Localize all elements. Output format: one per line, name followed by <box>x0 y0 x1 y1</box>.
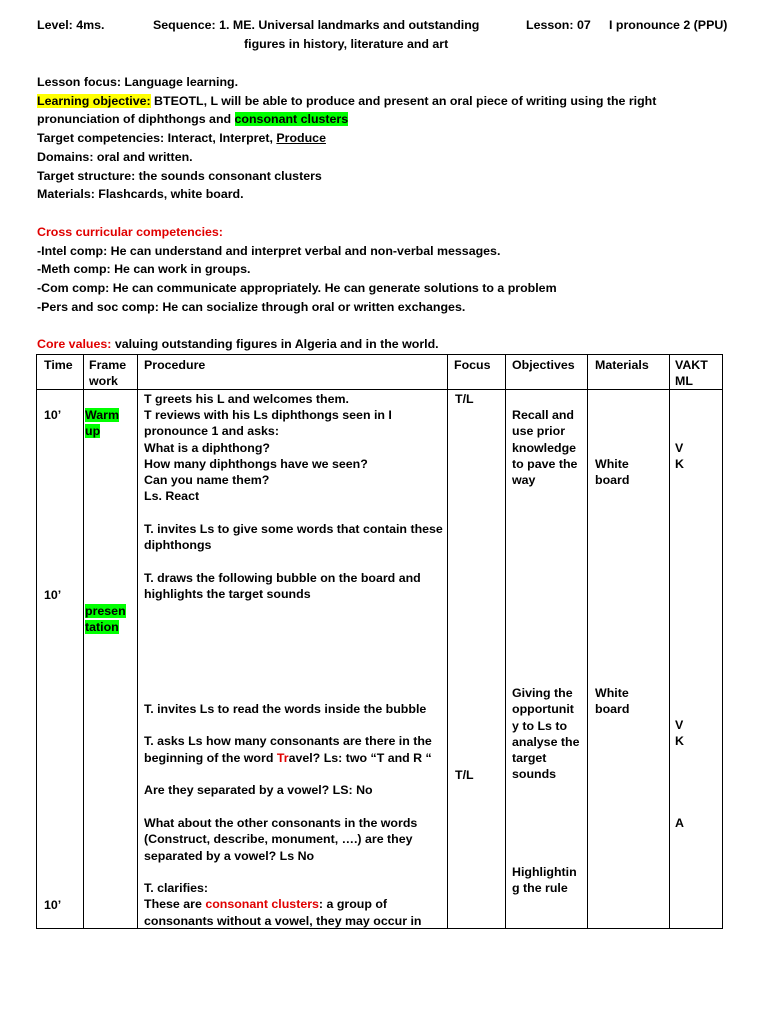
learning-objective-line-2 <box>37 110 656 129</box>
cross-item: -Meth comp: He can work in groups. <box>37 262 251 277</box>
lesson-plan-table <box>36 354 723 929</box>
cross-item: -Com comp: He can communicate appropriately. He can generate solutions to a problem <box>37 281 557 296</box>
cross-heading: Cross curricular competencies: <box>37 225 223 239</box>
objective-highlight-rule: Highlightin g the rule <box>512 865 577 896</box>
cross-item: -Intel comp: He can understand and interpret verbal and non-verbal messages. <box>37 243 501 258</box>
lesson-focus: Lesson focus: Language learning. <box>37 75 239 89</box>
procedure-line: separated by a vowel? Ls No <box>144 849 315 863</box>
target-structure: Target structure: the sounds consonant clusters <box>37 168 322 183</box>
time-value: 10’ <box>44 408 62 422</box>
time-cell <box>37 390 84 929</box>
objective-line2-text: pronunciation of diphthongs and <box>37 112 235 127</box>
lesson-title: I pronounce 2 (PPU) <box>609 18 728 32</box>
competencies-underlined: Produce <box>276 131 326 146</box>
procedure-line: pronounce 1 and asks: <box>144 424 279 438</box>
procedure-line: beginning of the word Travel? Ls: two “T and R “ <box>144 751 432 765</box>
lesson-intro <box>37 73 656 204</box>
objective-text: BTEOTL, L will be able to produce and present an oral piece of writing using the right <box>150 93 657 108</box>
procedure-line: T. invites Ls to give some words that contain these <box>144 522 443 536</box>
procedure-line: What about the other consonants in the words <box>144 816 418 830</box>
material-white-board: White board <box>595 457 630 488</box>
core-values-label: Core values: <box>37 337 112 351</box>
procedure-line: How many diphthongs have we seen? <box>144 457 368 471</box>
procedure-line: Ls. React <box>144 489 200 503</box>
procedure-cell <box>138 390 448 929</box>
header-procedure: Procedure <box>138 355 448 390</box>
procedure-line: Can you name them? <box>144 473 270 487</box>
vakt-value: V <box>675 718 684 732</box>
time-value: 10’ <box>44 588 62 602</box>
focus-value: T/L <box>455 768 474 782</box>
framework-presentation: presen tation <box>85 604 126 635</box>
objective-recall: Recall and use prior knowledge to pave the way <box>512 408 578 488</box>
framework-warm-up: Warm up <box>85 408 119 439</box>
vakt-value: K <box>675 734 684 748</box>
objective-label: Learning objective: <box>37 93 151 108</box>
procedure-line: T. asks Ls how many consonants are there in the <box>144 734 432 748</box>
procedure-line: T greets his L and welcomes them. <box>144 392 349 406</box>
header-vakt: VAKT ML <box>670 355 723 390</box>
materials-line: Materials: Flashcards, white board. <box>37 187 244 202</box>
vakt-value: K <box>675 457 684 471</box>
procedure-line: diphthongs <box>144 538 212 552</box>
header-focus: Focus <box>448 355 506 390</box>
procedure-line: T. draws the following bubble on the board and <box>144 571 421 585</box>
objectives-cell <box>506 390 588 929</box>
header-materials: Materials <box>588 355 670 390</box>
framework-cell <box>84 390 138 929</box>
procedure-line: (Construct, describe, monument, ….) are they <box>144 832 413 846</box>
objective-highlight: consonant clusters <box>234 112 349 127</box>
table-header-row <box>37 355 723 390</box>
vakt-value: A <box>675 816 684 830</box>
header-framework: Frame work <box>84 355 138 390</box>
time-value: 10’ <box>44 898 62 912</box>
vakt-value: V <box>675 441 684 455</box>
cross-item: -Pers and soc comp: He can socialize through oral or written exchanges. <box>37 299 466 314</box>
target-competencies <box>37 129 656 148</box>
cross-curricular <box>37 223 557 317</box>
sequence-line-2: figures in history, literature and art <box>244 37 449 51</box>
material-white-board: White board <box>595 686 630 717</box>
lesson-number: Lesson: 07 <box>526 18 591 32</box>
procedure-line: T reviews with his Ls diphthongs seen in I <box>144 408 392 422</box>
procedure-line: T. invites Ls to read the words inside the bubble <box>144 702 427 716</box>
table-row <box>37 390 723 929</box>
header-objectives: Objectives <box>506 355 588 390</box>
level-label: Level: 4ms. <box>37 18 105 32</box>
focus-cell <box>448 390 506 929</box>
objective-analyse: Giving the opportunit y to Ls to analyse the target sounds <box>512 686 580 782</box>
materials-cell <box>588 390 670 929</box>
focus-value: T/L <box>455 392 474 406</box>
procedure-line: What is a diphthong? <box>144 441 270 455</box>
core-values-text: valuing outstanding figures in Algeria and in the world. <box>111 337 439 351</box>
header-time: Time <box>37 355 84 390</box>
procedure-line: consonants without a vowel, they may occur in <box>144 914 422 928</box>
competencies-text: Target competencies: Interact, Interpret, <box>37 131 277 146</box>
domains: Domains: oral and written. <box>37 149 193 164</box>
procedure-line: T. clarifies: <box>144 881 209 895</box>
procedure-line: These are consonant clusters: a group of <box>144 897 388 911</box>
sequence-line-1: Sequence: 1. ME. Universal landmarks and outstanding <box>153 18 480 32</box>
core-values <box>37 337 439 352</box>
learning-objective <box>37 92 656 111</box>
procedure-line: highlights the target sounds <box>144 587 311 601</box>
vakt-cell <box>670 390 723 929</box>
procedure-line: Are they separated by a vowel? LS: No <box>144 783 373 797</box>
